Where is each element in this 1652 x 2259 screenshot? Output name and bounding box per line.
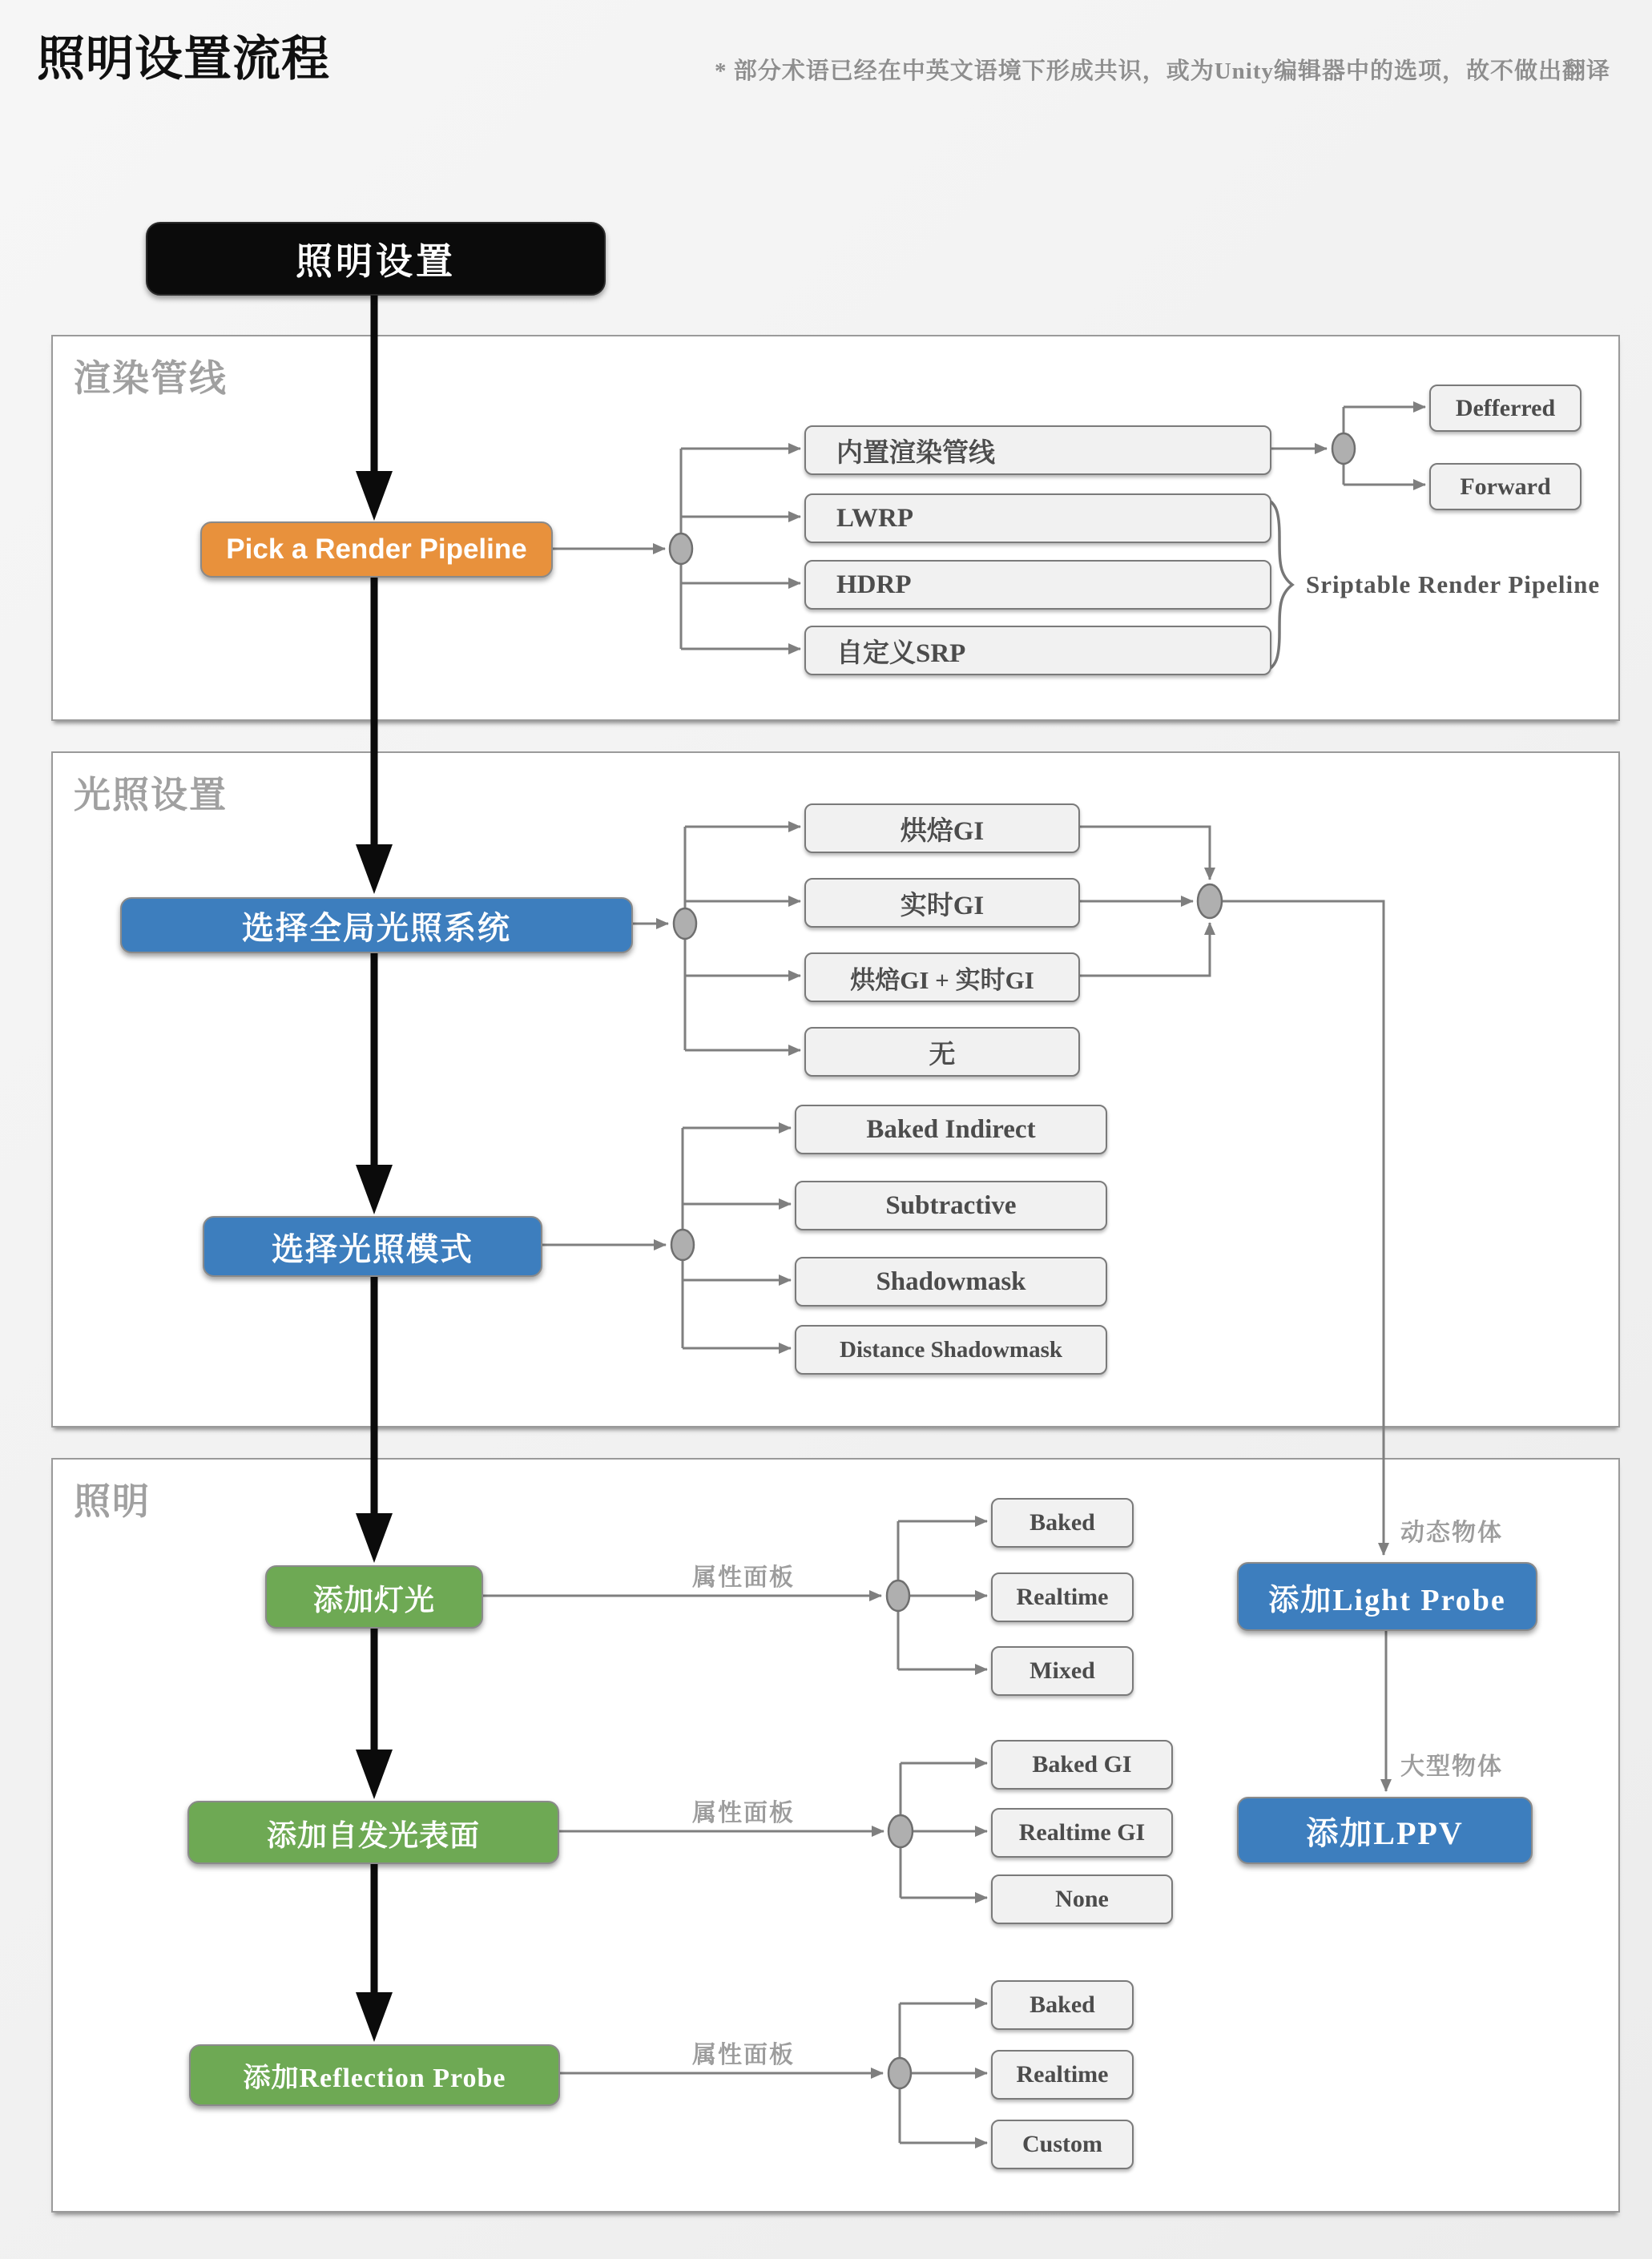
root-node-label: 照明设置 <box>296 241 456 282</box>
option-subtractive-label: Subtractive <box>885 1190 1017 1220</box>
add-emissive-node <box>187 1801 559 1864</box>
option-distance-shadowmask <box>795 1325 1107 1375</box>
choose-gi-system-node <box>120 897 633 953</box>
panel-label-reflection: 属性面板 <box>692 2042 795 2068</box>
section-render-pipeline-title: 渲染管线 <box>74 358 228 399</box>
option-realtime-gi-label: 实时GI <box>900 891 985 920</box>
add-light-probe-node <box>1237 1562 1537 1631</box>
option-light-baked-label: Baked <box>1029 1509 1095 1536</box>
option-reflection-realtime <box>991 2050 1134 2100</box>
pick-render-pipeline-node <box>200 521 553 578</box>
add-light-label: 添加灯光 <box>313 1584 435 1617</box>
option-baked-indirect-label: Baked Indirect <box>866 1114 1036 1144</box>
option-lwrp-label: LWRP <box>836 503 913 533</box>
option-hdrp <box>804 560 1271 610</box>
option-emissive-baked-gi <box>991 1740 1173 1790</box>
option-distance-shadowmask-label: Distance Shadowmask <box>840 1336 1062 1363</box>
section-lighting-settings-title: 光照设置 <box>74 775 228 815</box>
option-emissive-realtime-gi <box>991 1808 1173 1858</box>
pick-render-pipeline-label: Pick a Render Pipeline <box>226 534 527 565</box>
choose-light-mode-label: 选择光照模式 <box>272 1230 473 1267</box>
option-emissive-baked-gi-label: Baked GI <box>1032 1751 1132 1778</box>
option-baked-gi-label: 烘焙GI <box>900 816 985 846</box>
option-lwrp <box>804 493 1271 543</box>
option-builtin-pipeline-label: 内置渲染管线 <box>836 438 995 468</box>
option-reflection-custom-label: Custom <box>1021 2131 1102 2157</box>
option-light-baked <box>991 1498 1134 1548</box>
option-light-realtime-label: Realtime <box>1016 1584 1109 1610</box>
option-shadowmask-label: Shadowmask <box>876 1266 1026 1296</box>
add-light-probe-label: 添加Light Probe <box>1268 1583 1506 1617</box>
choose-light-mode-node <box>203 1216 542 1277</box>
option-no-gi <box>804 1027 1080 1077</box>
option-baked-indirect <box>795 1105 1107 1154</box>
add-lppv-node <box>1237 1797 1533 1864</box>
option-subtractive <box>795 1181 1107 1230</box>
option-forward <box>1429 463 1581 510</box>
dynamic-object-label: 动态物体 <box>1400 1520 1503 1546</box>
panel-label-emissive: 属性面板 <box>692 1800 795 1826</box>
option-shadowmask <box>795 1257 1107 1307</box>
root-node <box>146 222 606 296</box>
panel-label-light: 属性面板 <box>692 1564 795 1591</box>
large-object-label: 大型物体 <box>1400 1754 1503 1780</box>
page-title: 照明设置流程 <box>37 33 330 86</box>
add-reflection-probe-node <box>189 2044 560 2106</box>
option-reflection-custom <box>991 2120 1134 2169</box>
add-light-node <box>265 1565 483 1629</box>
section-illumination-title: 照明 <box>74 1481 151 1522</box>
option-light-mixed <box>991 1646 1134 1696</box>
option-reflection-baked-label: Baked <box>1029 1991 1095 2018</box>
option-builtin-pipeline <box>804 425 1271 475</box>
add-reflection-probe-label: 添加Reflection Probe <box>243 2064 506 2093</box>
add-lppv-label: 添加LPPV <box>1306 1814 1464 1851</box>
page-note: * 部分术语已经在中英文语境下形成共识，或为Unity编辑器中的选项，故不做出翻译 <box>714 58 1610 84</box>
option-custom-srp <box>804 626 1271 675</box>
option-emissive-none-label: None <box>1055 1886 1109 1912</box>
option-forward-label: Forward <box>1460 473 1551 500</box>
option-deferred-label: Defferred <box>1455 394 1556 421</box>
option-light-mixed-label: Mixed <box>1029 1657 1095 1684</box>
option-realtime-gi <box>804 878 1080 928</box>
option-custom-srp-label: 自定义SRP <box>836 638 966 668</box>
srp-brace-label: Sriptable Render Pipeline <box>1306 570 1601 598</box>
option-baked-gi <box>804 803 1080 853</box>
add-emissive-label: 添加自发光表面 <box>267 1819 480 1853</box>
option-no-gi-label: 无 <box>929 1040 956 1069</box>
option-baked-plus-realtime-gi <box>804 952 1080 1002</box>
option-deferred <box>1429 385 1581 432</box>
option-light-realtime <box>991 1572 1134 1622</box>
choose-gi-system-label: 选择全局光照系统 <box>242 909 511 946</box>
option-baked-plus-realtime-gi-label: 烘焙GI + 实时GI <box>850 965 1034 994</box>
option-emissive-realtime-gi-label: Realtime GI <box>1018 1819 1146 1846</box>
option-hdrp-label: HDRP <box>836 570 912 599</box>
option-reflection-baked <box>991 1980 1134 2030</box>
option-emissive-none <box>991 1874 1173 1924</box>
option-reflection-realtime-label: Realtime <box>1016 2061 1109 2088</box>
